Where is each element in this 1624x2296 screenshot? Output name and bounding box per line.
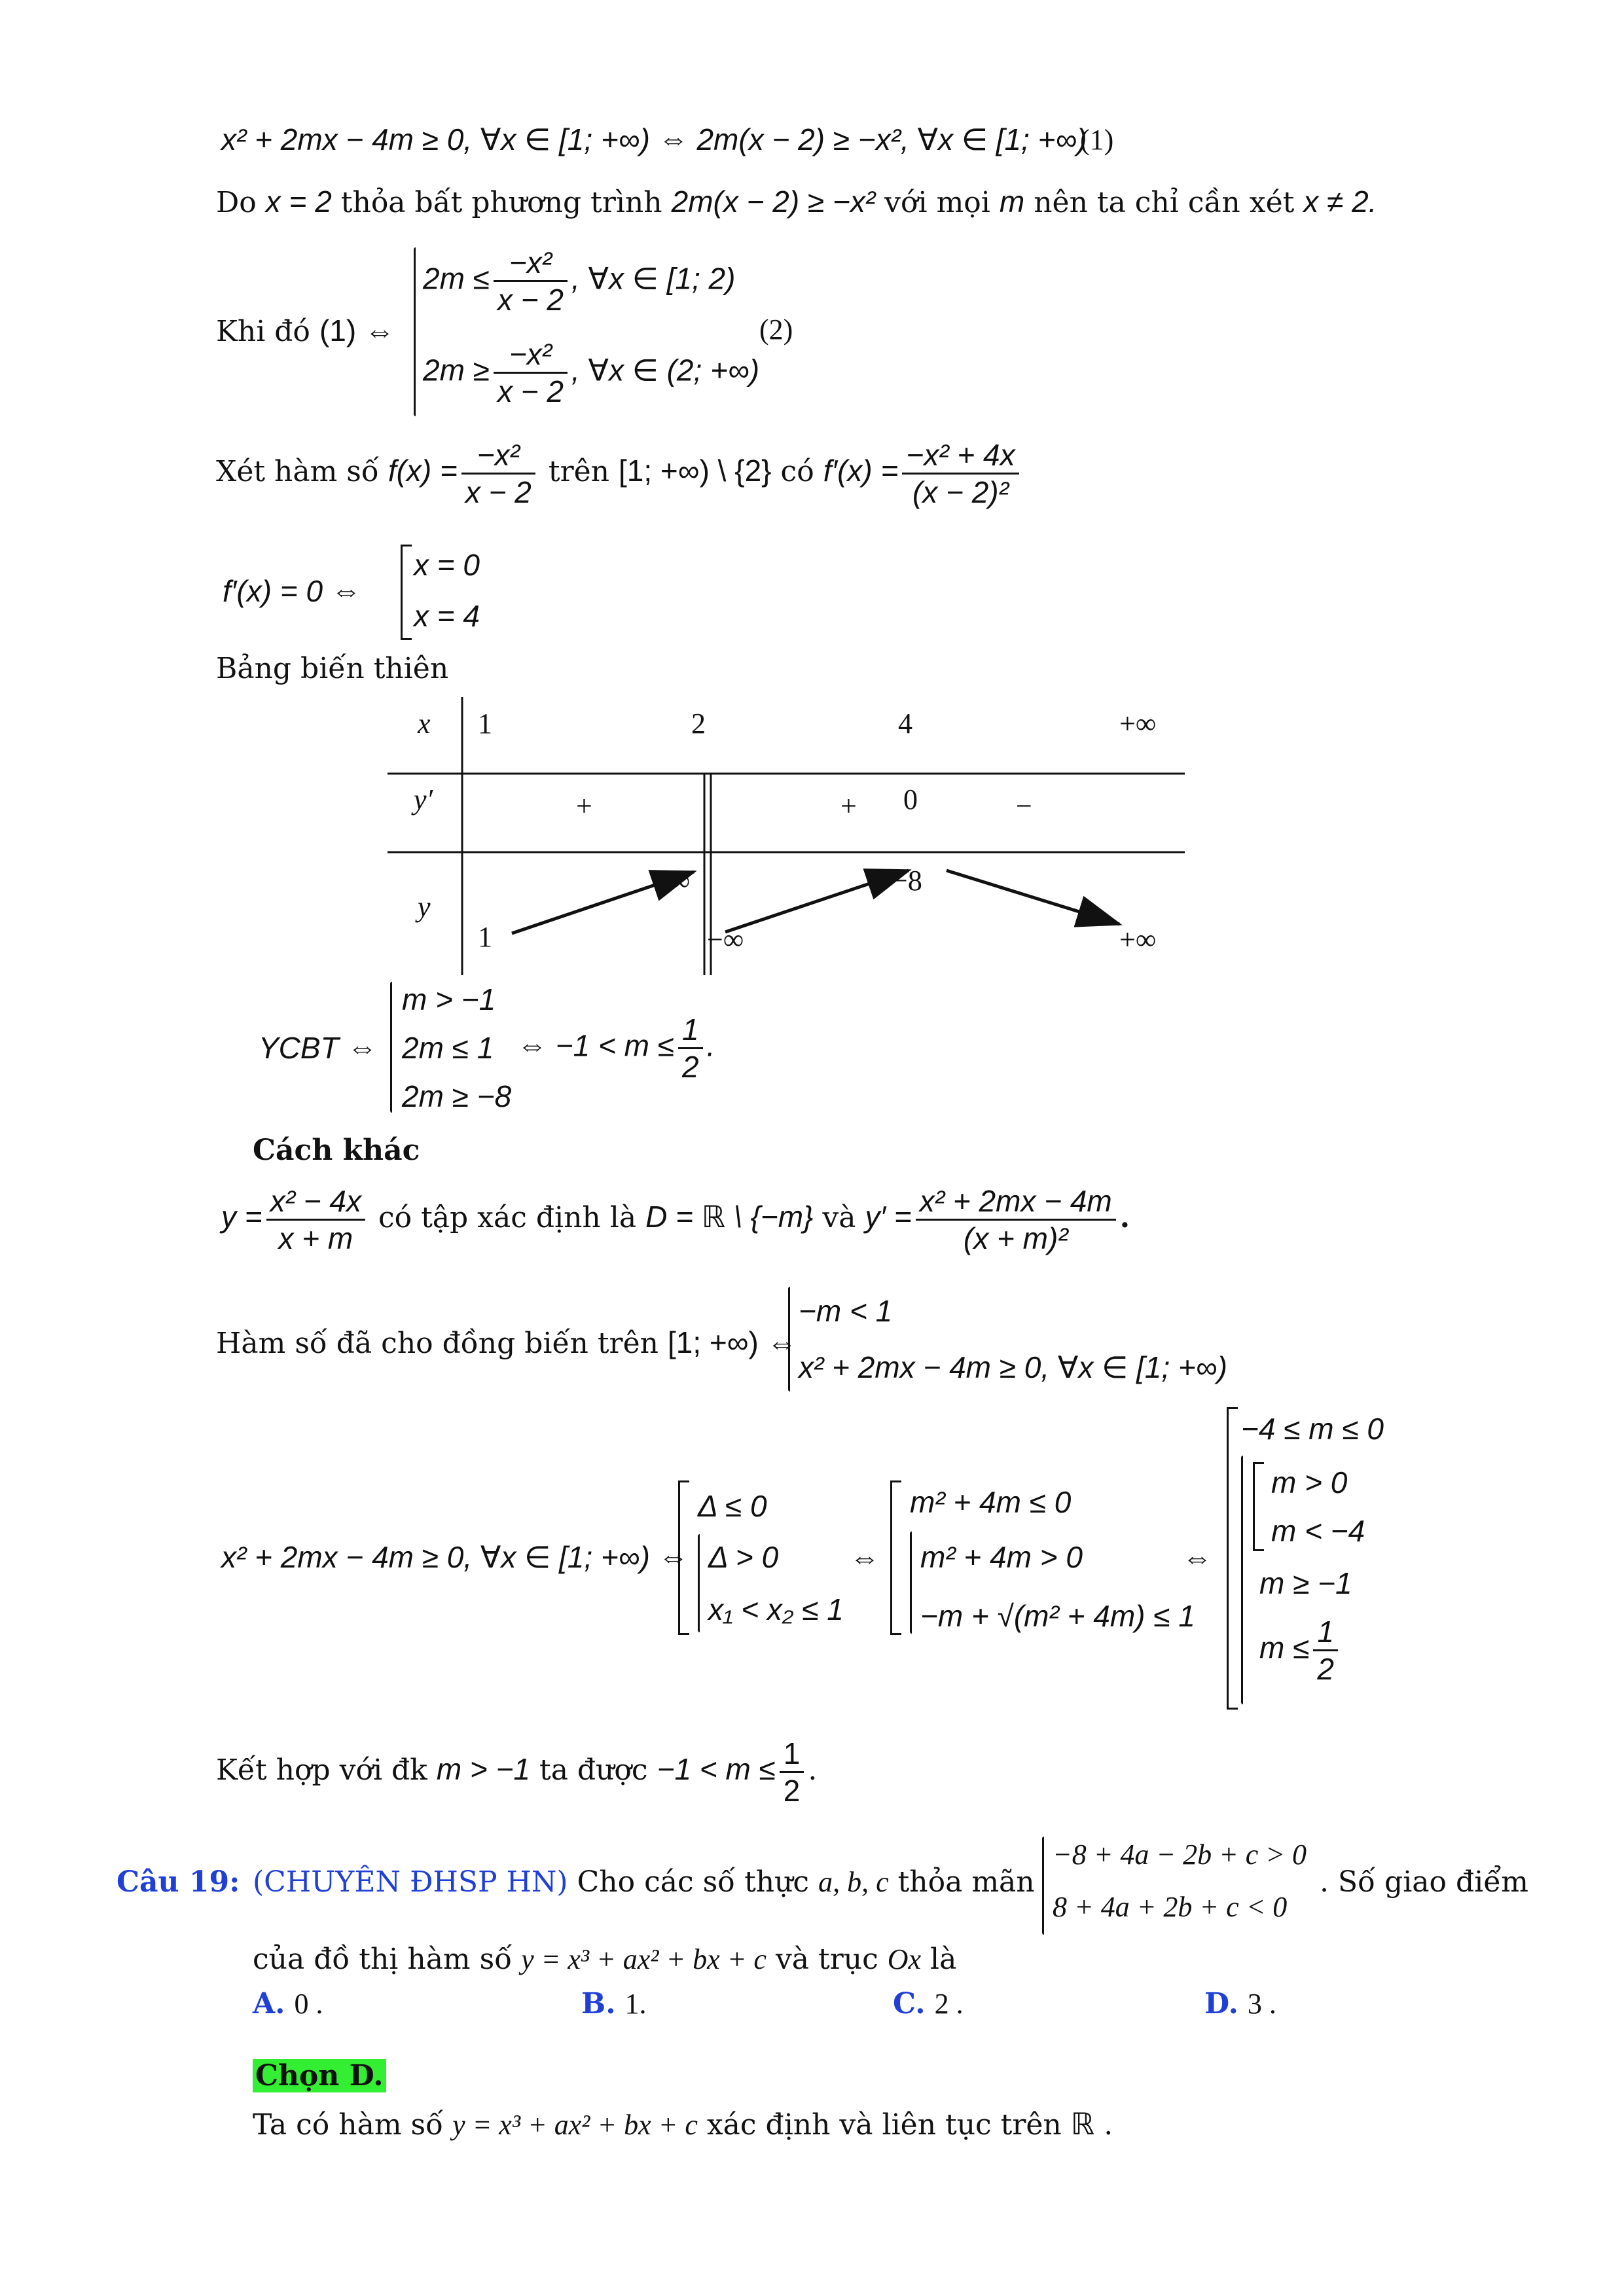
y-prime-sign: + [576,790,592,822]
text: là [930,1943,957,1976]
case-delta-positive: Δ > 0 [708,1540,779,1574]
fraction-numerator: x² + 2mx − 4m [916,1186,1116,1221]
text: với mọi [884,186,990,219]
y-prime-sign: − [1016,790,1032,822]
fraction-denominator: 2 [1317,1652,1334,1686]
math: , ∀x ∈ [1; 2) [571,261,736,296]
solution-line [253,2109,1113,2140]
ycbt-row-1: m > −1 [402,982,496,1016]
option-label: C. [893,1987,926,2020]
y-value: +∞ [653,865,691,897]
ycbt-result [517,1014,715,1082]
case-delta-nonpositive: Δ ≤ 0 [698,1489,767,1523]
fraction-denominator: (x − 2)² [912,475,1009,509]
text: Khi đó [216,315,310,348]
condition-row-1: −m < 1 [799,1294,893,1328]
text: Xét hàm số [216,455,379,488]
eq-line-1: x² + 2mx − 4m ≥ 0, ∀x ∈ [1; +∞) ⇔ 2m(x − 2) ≥ −x², ∀x ∈ [1; +∞) [221,122,1087,156]
x-value: 2 [691,708,706,740]
ycbt-row-2: 2m ≤ 1 [402,1031,494,1065]
question-line-2 [253,1945,956,1974]
text: ta được [539,1753,648,1787]
fraction-numerator: −x² [461,440,535,475]
root-2: x = 4 [414,599,480,633]
fraction-denominator: 2 [783,1774,801,1808]
fraction-numerator: −x² [494,247,568,282]
x-value: 4 [898,708,912,740]
text: nên ta chỉ cần xét [1034,186,1295,219]
case-row: m < −4 [1271,1514,1365,1548]
y-prime-sign: + [840,790,857,822]
fraction-numerator: −x² + 4x [902,440,1019,475]
option-value: 3 . [1247,1988,1276,2020]
question-label: Câu 19: [117,1865,240,1899]
y-prime-zero: 0 [903,783,918,816]
derivative-zero: f′(x) = 0 ⇔ [223,574,361,608]
math: y = [221,1200,262,1234]
text: . [808,1753,818,1787]
case-row: −4 ≤ m ≤ 0 [1241,1412,1384,1446]
increasing-condition-line [216,1327,797,1358]
math: , ∀x ∈ (2; +∞) [571,353,760,387]
option-b[interactable] [581,1987,647,2020]
case-row: m² + 4m ≤ 0 [910,1485,1072,1519]
option-d[interactable] [1204,1987,1276,2020]
variation-table-title: Bảng biến thiên [216,652,449,685]
fraction-numerator: x² − 4x [266,1186,365,1221]
condition-row-1: −8 + 4a − 2b + c > 0 [1053,1839,1307,1871]
fraction-denominator: 2 [682,1050,699,1084]
case-roots: x₁ < x₂ ≤ 1 [708,1592,844,1626]
answer-choice [253,2059,386,2092]
system-brace [698,1534,700,1632]
math: y = x³ + ax² + bx + c [521,1943,767,1975]
math: m ≤ [1259,1630,1310,1665]
text: có tập xác định là [378,1201,637,1234]
text: thỏa mãn [897,1865,1035,1899]
fraction-denominator: (x + m)² [963,1221,1068,1255]
math: (1) ⇔ [319,314,395,348]
equivalence: ⇔ [850,1540,880,1574]
alternate-method-heading: Cách khác [253,1134,420,1167]
text: Ta có hàm số [253,2108,444,2142]
text: trên [548,455,609,488]
y-value: 1 [478,921,492,953]
y-value: −∞ [707,924,744,956]
math: x ≠ 2. [1303,185,1377,219]
eq-tag-2: (2) [759,314,793,346]
system-brace [910,1532,912,1634]
math: . [706,1028,715,1063]
option-label: A. [253,1987,285,2020]
fraction-denominator: x + m [278,1221,353,1255]
bracket [678,1480,689,1635]
combine-line [216,1738,817,1806]
math: y = x³ + ax² + bx + c [452,2109,698,2141]
text: Hàm số đã cho đồng biến trên [216,1327,659,1360]
math: 2m ≥ [423,353,490,387]
eq-tag-1: (1) [1080,124,1114,156]
math: −1 < m ≤ [657,1752,776,1786]
text: và trục [775,1943,878,1976]
option-label: B. [581,1987,616,2020]
text: Kết hợp với đk [216,1753,427,1787]
math: m > −1 [436,1752,531,1786]
y-value: −8 [892,865,922,897]
equivalence: ⇔ [1182,1540,1212,1574]
math: 2m ≤ [423,261,490,296]
case-row: m ≥ −1 [1259,1566,1352,1600]
math: x = 2 [265,185,332,219]
header-y-prime: y′ [414,783,433,816]
chain-start: x² + 2mx − 4m ≥ 0, ∀x ∈ [1; +∞) ⇔ [221,1540,689,1574]
condition-row-2: x² + 2mx − 4m ≥ 0, ∀x ∈ [1; +∞) [799,1350,1227,1384]
math: . [1119,1201,1130,1234]
fraction-denominator: x − 2 [497,283,564,317]
fraction-denominator: x − 2 [497,374,564,408]
system-brace [788,1287,790,1391]
option-c[interactable] [893,1987,964,2020]
answer-highlight: Chọn D. [253,2059,386,2092]
math: [1; +∞) ⇔ [667,1325,797,1359]
condition-row-2: 8 + 4a + 2b + c < 0 [1053,1891,1288,1923]
text: thỏa bất phương trình [340,186,662,219]
case-row: m > 0 [1271,1465,1348,1499]
header-x: x [418,708,431,740]
fraction-numerator: −x² [494,339,568,374]
alternate-domain-line [221,1186,1130,1253]
bracket [1253,1462,1264,1551]
case-row [1259,1617,1342,1684]
question-line-1 [253,1865,1035,1899]
option-a[interactable] [253,1987,323,2020]
bracket [890,1480,901,1635]
question-source: (CHUYÊN ĐHSP HN) [253,1865,568,1899]
system-brace [1241,1456,1243,1704]
fraction-denominator: x − 2 [465,475,532,509]
option-label: D. [1204,1987,1238,2020]
system-brace [390,982,392,1113]
text: có [780,455,814,488]
y-value: +∞ [1119,924,1157,956]
text: Do [216,186,257,219]
fraction-numerator: 1 [1313,1617,1338,1651]
case-row: −m + √(m² + 4m) ≤ 1 [920,1599,1195,1633]
fraction-numerator: 1 [678,1014,703,1049]
root-1: x = 0 [414,548,480,582]
math: [1; +∞) \ {2} [618,454,772,488]
math: D = ℝ \ {−m} [645,1200,814,1234]
question-text: . Số giao điểm [1320,1865,1528,1899]
case-row: m² + 4m > 0 [920,1540,1083,1574]
math: 2m(x − 2) ≥ −x² [671,185,876,219]
ycbt-label: YCBT ⇔ [259,1031,378,1065]
x-value: +∞ [1119,708,1157,740]
fraction-numerator: 1 [780,1738,804,1773]
math: ℝ [1070,2107,1095,2141]
math: ⇔ −1 < m ≤ [517,1028,674,1063]
system-brace [1042,1837,1044,1935]
option-value: 1. [624,1988,647,2020]
math: Ox [887,1943,922,1975]
text: của đồ thị hàm số [253,1943,513,1976]
math: a, b, c [818,1866,889,1898]
math: f(x) = [388,454,458,488]
math: y′ = [865,1200,912,1234]
text: và [822,1201,856,1234]
bracket [1227,1407,1238,1710]
option-value: 2 . [934,1988,964,2020]
x-value: 1 [478,708,492,740]
ycbt-row-3: 2m ≥ −8 [402,1079,512,1113]
header-y: y [418,891,431,923]
math: m [999,185,1025,219]
option-value: 0 . [294,1988,323,2020]
text: xác định và liên tục trên [706,2108,1062,2142]
text: . [1104,2108,1113,2142]
text: Cho các số thực [577,1865,810,1899]
math: f′(x) = [823,454,899,488]
